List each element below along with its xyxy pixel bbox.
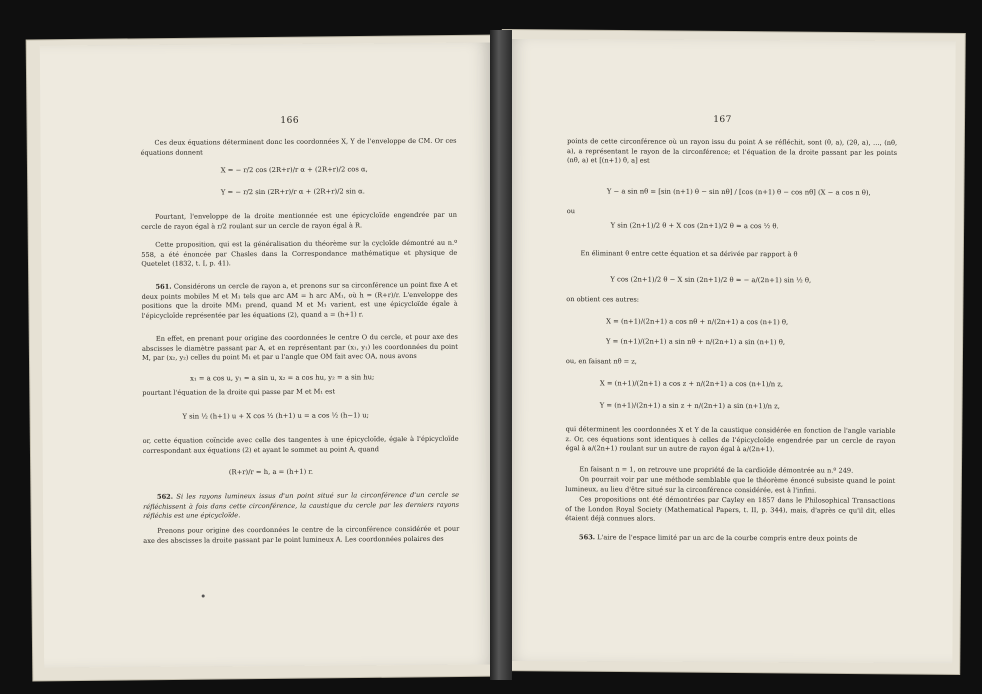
paragraph: Prenons pour origine des coordonnées le centre de la circonférence considérée et pour axe des abscisses la droite passant par le point lumineux A. Les coordonnées polaires des bbox=[143, 524, 460, 545]
paragraph: En faisant n = 1, on retrouve une propriété de la cardioïde démontrée au n.º 249. bbox=[579, 465, 854, 475]
paragraph: Considérons un cercle de rayon a, et prenons sur sa circonférence un point fixe A et deux points mobiles M et M₁ tels que arc AM = h arc AM₁, où h = (R+r)/r. L'enveloppe des positions que la droite MM₁ prend, quand M et M₁ varient, est une épicycloïde égale à l'épicycloïde représentée par les équations (2), quand a = (h+1) r. bbox=[141, 280, 458, 320]
paragraph: ou bbox=[566, 207, 575, 216]
paragraph: or, cette équation coïncide avec celle des tangentes à une épicycloïde, égale à l'épicycloïde correspondant aux équations (2) et ayant le sommet au point A, quand bbox=[142, 434, 459, 455]
paragraph: qui déterminent les coordonnées X et Y de la caustique considérée en fonction de l'angle variable z. Or, ces équations sont identiques à celles de l'épicycloïde engendrée par un cercle de rayon égal à a/(2n+1) roulant sur un autre de rayon égal à a/(2n+1). bbox=[565, 425, 896, 454]
paragraph: L'aire de l'espace limité par un arc de la courbe compris entre deux points de bbox=[597, 533, 858, 543]
equation: Y sin (2n+1)/2 θ + X cos (2n+1)/2 θ = a cos ½ θ. bbox=[610, 221, 779, 231]
section-number: 561. bbox=[155, 282, 172, 291]
paragraph: Ces deux équations déterminent donc les coordonnées X, Y de l'enveloppe de CM. Or ces équations donnent bbox=[140, 136, 457, 157]
paragraph: Ces propositions ont été démontrées par Cayley en 1857 dans le Philosophical Transactions of the London Royal Society (Mathematical Papers, t. II, p. 344), mais, d'après ce qu'il dit, elles étaient déjà connues alors. bbox=[565, 495, 896, 523]
page-number: 166 bbox=[280, 115, 300, 126]
equation: X = (n+1)/(2n+1) a cos z + n/(2n+1) a cos (n+1)/n z, bbox=[599, 379, 784, 389]
equation: (R+r)/r = h, a = (h+1) r. bbox=[228, 467, 314, 477]
paragraph: Pourtant, l'enveloppe de la droite mentionnée est une épicycloïde engendrée par un cercle de rayon égal à r/2 roulant sur un cercle de rayon égal à R. bbox=[141, 210, 458, 231]
page-number: 167 bbox=[713, 114, 732, 126]
paragraph: points de cette circonférence où un rayon issu du point A se réfléchit, sont (θ, a), (2θ, a), …, (nθ, a), a représentant le rayon de la circonférence; et l'équation de la droite passant par les points (nθ, a) et [(n+1) θ, a] est bbox=[566, 137, 898, 165]
equation: X = − r/2 cos (2R+r)/r α + (2R+r)/2 cos α, bbox=[220, 165, 368, 175]
section-number: 563. bbox=[579, 533, 596, 542]
paragraph: On pourrait voir par une méthode semblable que le théorème énoncé subsiste quand le point lumineux, au lieu d'être situé sur la circonférence considérée, est à l'infini. bbox=[565, 475, 896, 495]
equation: Y = − r/2 sin (2R+r)/r α + (2R+r)/2 sin α. bbox=[220, 187, 365, 197]
right-page bbox=[504, 39, 955, 663]
paragraph: Si les rayons lumineux issus d'un point situé sur la circonférence d'un cercle se réfléchissent à fois dans cette circonférence, la caustique du cercle par les derniers rayons réfléchis est une épicycloïde. bbox=[143, 490, 460, 521]
ink-spot bbox=[202, 594, 205, 597]
paragraph: on obtient ces autres: bbox=[566, 295, 640, 304]
paragraph: En effet, en prenant pour origine des coordonnées le centre O du cercle, et pour axe des abscisses le diamètre passant par A, et en représentant par (x₁, y₁) les coordonnées du point M, par (x₂, y₂) celles du point M₁ et par u l'angle que OM fait avec OA, nous avons bbox=[141, 332, 458, 363]
equation: Y = (n+1)/(2n+1) a sin nθ + n/(2n+1) a sin (n+1) θ, bbox=[606, 337, 786, 347]
equation: Y cos (2n+1)/2 θ − X sin (2n+1)/2 θ = − a/(2n+1) sin ½ θ, bbox=[610, 275, 812, 285]
book-gutter bbox=[490, 30, 512, 680]
equation: x₁ = a cos u, y₁ = a sin u, x₂ = a cos hu, y₂ = a sin hu; bbox=[190, 373, 375, 383]
equation: Y − a sin nθ = [sin (n+1) θ − sin nθ] / [cos (n+1) θ − cos nθ] (X − a cos n θ), bbox=[606, 187, 871, 197]
left-page bbox=[40, 42, 496, 667]
paragraph: En éliminant θ entre cette équation et sa dérivée par rapport à θ bbox=[580, 249, 798, 259]
section-563 bbox=[565, 533, 895, 544]
paragraph: Cette proposition, qui est la généralisation du théorème sur la cycloïde démontré au n.º 558, a été énoncée par Chasles dans la Correspondance mathématique et physique de Quetelet (1832, t. I, p. 41). bbox=[141, 238, 458, 269]
equation: Y = (n+1)/(2n+1) a sin z + n/(2n+1) a sin (n+1)/n z, bbox=[599, 401, 780, 411]
paragraph: pourtant l'équation de la droite qui passe par M et M₁ est bbox=[142, 387, 336, 397]
section-562 bbox=[143, 491, 459, 522]
equation: X = (n+1)/(2n+1) a cos nθ + n/(2n+1) a cos (n+1) θ, bbox=[606, 317, 789, 327]
section-number: 562. bbox=[156, 492, 174, 501]
equation: Y sin ½ (h+1) u + X cos ½ (h+1) u = a cos ½ (h−1) u; bbox=[182, 411, 369, 421]
section-561 bbox=[141, 281, 457, 322]
paragraph: ou, en faisant nθ = z, bbox=[565, 357, 637, 366]
